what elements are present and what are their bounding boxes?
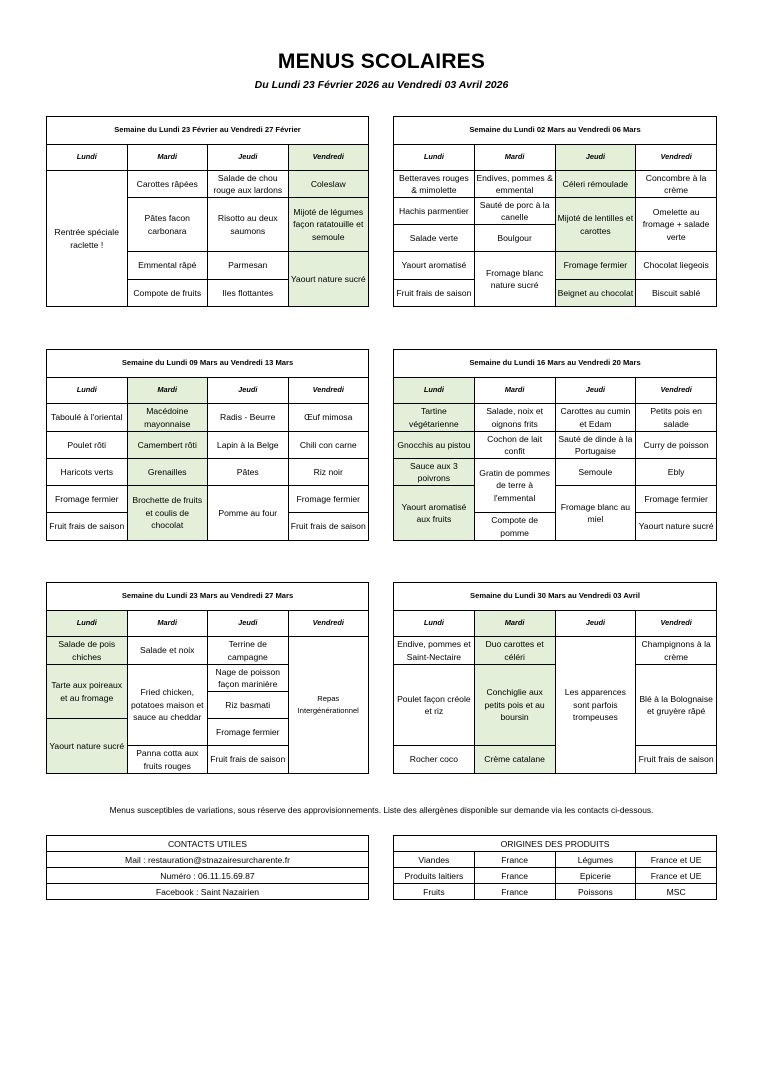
menu-item: Crème catalane — [474, 746, 555, 774]
menu-item: Fromage blanc au miel — [555, 486, 636, 541]
menu-item: Fromage fermier — [555, 252, 636, 280]
menu-item: Brochette de fruits et coulis de chocolat — [127, 486, 208, 541]
page-subtitle: Du Lundi 23 Février 2026 au Vendredi 03 Avril 2026 — [254, 79, 509, 91]
menu-item: Beignet au chocolat — [555, 280, 636, 307]
menu-item: Risotto au deux saumons — [208, 198, 289, 252]
week-header: Semaine du Lundi 16 Mars au Vendredi 20 Mars — [394, 350, 717, 378]
day-mardi: Mardi — [127, 611, 208, 637]
menu-item: Chili con carne — [288, 432, 369, 459]
origin-country: France et UE — [636, 852, 717, 868]
menu-item: Yaourt nature sucré — [636, 513, 717, 541]
menu-item: Fruit frais de saison — [636, 746, 717, 774]
origin-country: France — [474, 884, 555, 900]
menu-item: Œuf mimosa — [288, 404, 369, 432]
disclaimer-note: Menus susceptibles de variations, sous réserve des approvisionnements. Liste des allergènes disponible sur demande via les contacts ci-dessous. — [109, 805, 654, 815]
menu-item: Lapin à la Belge — [208, 432, 289, 459]
menu-item: Sauce aux 3 poivrons — [394, 459, 475, 486]
menu-item: Endive, pommes et Saint-Nectaire — [394, 637, 475, 665]
menu-item: Fruit frais de saison — [208, 746, 289, 774]
menu-item: Ebly — [636, 459, 717, 486]
menu-item: Fried chicken, potatoes maison et sauce au cheddar — [127, 665, 208, 746]
menu-item: Salade, noix et oignons frits — [474, 404, 555, 432]
day-jeudi: Jeudi — [208, 378, 289, 404]
week-header: Semaine du Lundi 23 Mars au Vendredi 27 Mars — [47, 583, 369, 611]
day-vendredi: Vendredi — [636, 611, 717, 637]
day-vendredi: Vendredi — [288, 611, 369, 637]
menu-item: Salade verte — [394, 225, 475, 252]
menu-item: Terrine de campagne — [208, 637, 289, 665]
menu-item: Sauté de dinde à la Portugaise — [555, 432, 636, 459]
menu-item: Camembert rôti — [127, 432, 208, 459]
menu-item: Semoule — [555, 459, 636, 486]
menu-item: Nage de poisson façon marinière — [208, 665, 289, 692]
day-vendredi: Vendredi — [288, 378, 369, 404]
menu-item: Yaourt aromatisé — [394, 252, 475, 280]
origin-country: France — [474, 852, 555, 868]
origin-product: Produits laitiers — [394, 868, 475, 884]
menu-item: Carottes au cumin et Edam — [555, 404, 636, 432]
menu-item: Chocolat liegeois — [636, 252, 717, 280]
menu-item: Endives, pommes & emmental — [474, 171, 555, 198]
menu-item: Petits pois en salade — [636, 404, 717, 432]
contacts-title: CONTACTS UTILES — [47, 836, 369, 852]
menu-item: Radis - Beurre — [208, 404, 289, 432]
menu-item: Fruit frais de saison — [288, 513, 369, 541]
menu-item: Emmental râpé — [127, 252, 208, 280]
day-lundi: Lundi — [394, 611, 475, 637]
menu-item: Riz noir — [288, 459, 369, 486]
origin-country: France et UE — [636, 868, 717, 884]
day-vendredi: Vendredi — [636, 378, 717, 404]
day-lundi: Lundi — [394, 145, 475, 171]
menu-item: Haricots verts — [47, 459, 128, 486]
contact-mail: Mail : restauration@stnazairesurcharente.fr — [47, 852, 369, 868]
menu-item: Salade de chou rouge aux lardons — [208, 171, 289, 198]
menu-item: Parmesan — [208, 252, 289, 280]
menu-item: Blé à la Bolognaise et gruyère râpé — [636, 665, 717, 746]
menu-item: Coleslaw — [288, 171, 369, 198]
menu-item: Yaourt aromatisé aux fruits — [394, 486, 475, 541]
menu-item: Boulgour — [474, 225, 555, 252]
week-header: Semaine du Lundi 23 Février au Vendredi 27 Février — [47, 117, 369, 145]
menu-item: Fromage fermier — [47, 486, 128, 513]
menu-item: Compote de pomme — [474, 513, 555, 541]
day-jeudi: Jeudi — [208, 145, 289, 171]
menu-item: Rentrée spéciale raclette ! — [47, 171, 128, 307]
menu-item: Riz basmati — [208, 692, 289, 719]
menu-item: Les apparences sont parfois trompeuses — [555, 637, 636, 774]
origin-product: Fruits — [394, 884, 475, 900]
contact-phone: Numéro : 06.11.15.69.87 — [47, 868, 369, 884]
menu-item: Duo carottes et céléri — [474, 637, 555, 665]
day-vendredi: Vendredi — [288, 145, 369, 171]
menu-item: Repas Intergénérationnel — [288, 637, 369, 774]
menu-item: Tartine végétarienne — [394, 404, 475, 432]
menu-item: Gnocchis au pistou — [394, 432, 475, 459]
menu-item: Tarte aux poireaux et au fromage — [47, 665, 128, 719]
contacts-table — [46, 835, 369, 900]
day-jeudi: Jeudi — [555, 378, 636, 404]
menu-item: Mijoté de légumes façon ratatouille et semoule — [288, 198, 369, 252]
origin-product: Légumes — [555, 852, 636, 868]
menu-item: Macédoine mayonnaise — [127, 404, 208, 432]
menu-item: Fruit frais de saison — [47, 513, 128, 541]
menu-item: Fromage fermier — [288, 486, 369, 513]
menu-item: Salade et noix — [127, 637, 208, 665]
menu-item: Pomme au four — [208, 486, 289, 541]
menu-item: Betteraves rouges & mimolette — [394, 171, 475, 198]
menu-item: Cochon de lait confit — [474, 432, 555, 459]
week-table-2 — [393, 116, 717, 307]
menu-item: Concombre à la crème — [636, 171, 717, 198]
menu-item: Fruit frais de saison — [394, 280, 475, 307]
menu-item: Iles flottantes — [208, 280, 289, 307]
menu-item: Carottes râpées — [127, 171, 208, 198]
origins-table — [393, 835, 717, 900]
day-jeudi: Jeudi — [555, 145, 636, 171]
menu-item: Biscuit sablé — [636, 280, 717, 307]
menu-item: Omelette au fromage + salade verte — [636, 198, 717, 252]
origins-title: ORIGINES DES PRODUITS — [394, 836, 717, 852]
menu-item: Poulet rôti — [47, 432, 128, 459]
menu-item: Salade de pois chiches — [47, 637, 128, 665]
day-lundi: Lundi — [394, 378, 475, 404]
menu-item: Rocher coco — [394, 746, 475, 774]
menu-item: Gratin de pommes de terre à l'emmental — [474, 459, 555, 513]
day-mardi: Mardi — [474, 611, 555, 637]
day-mardi: Mardi — [127, 378, 208, 404]
menu-item: Fromage blanc nature sucré — [474, 252, 555, 307]
menu-item: Hachis parmentier — [394, 198, 475, 225]
week-header: Semaine du Lundi 30 Mars au Vendredi 03 Avril — [394, 583, 717, 611]
day-jeudi: Jeudi — [208, 611, 289, 637]
origin-country: MSC — [636, 884, 717, 900]
menu-item: Céleri rémoulade — [555, 171, 636, 198]
menu-item: Grenailles — [127, 459, 208, 486]
menu-item: Pâtes facon carbonara — [127, 198, 208, 252]
menu-item: Poulet façon créole et riz — [394, 665, 475, 746]
day-lundi: Lundi — [47, 145, 128, 171]
contact-facebook: Facebook : Saint Nazairien — [47, 884, 369, 900]
origin-country: France — [474, 868, 555, 884]
day-vendredi: Vendredi — [636, 145, 717, 171]
week-header: Semaine du Lundi 09 Mars au Vendredi 13 Mars — [47, 350, 369, 378]
menu-item: Sauté de porc à la canelle — [474, 198, 555, 225]
menu-item: Yaourt nature sucré — [47, 719, 128, 774]
menu-item: Pâtes — [208, 459, 289, 486]
menu-item: Champignons à la crème — [636, 637, 717, 665]
menu-item: Fromage fermier — [636, 486, 717, 513]
origin-product: Epicerie — [555, 868, 636, 884]
menu-item: Compote de fruits — [127, 280, 208, 307]
week-table-6 — [393, 582, 717, 774]
menu-item: Fromage fermier — [208, 719, 289, 746]
menu-item: Conchiglie aux petits pois et au boursin — [474, 665, 555, 746]
day-lundi: Lundi — [47, 611, 128, 637]
week-table-5 — [46, 582, 369, 774]
week-header: Semaine du Lundi 02 Mars au Vendredi 06 Mars — [394, 117, 717, 145]
day-mardi: Mardi — [474, 145, 555, 171]
week-table-4 — [393, 349, 717, 541]
menu-item: Yaourt nature sucré — [288, 252, 369, 307]
week-table-3 — [46, 349, 369, 541]
page-title: MENUS SCOLAIRES — [277, 50, 486, 73]
origin-product: Viandes — [394, 852, 475, 868]
week-table-1 — [46, 116, 369, 307]
day-jeudi: Jeudi — [555, 611, 636, 637]
day-lundi: Lundi — [47, 378, 128, 404]
menu-item: Taboulé à l'oriental — [47, 404, 128, 432]
menu-item: Curry de poisson — [636, 432, 717, 459]
day-mardi: Mardi — [127, 145, 208, 171]
origin-product: Poissons — [555, 884, 636, 900]
menu-item: Panna cotta aux fruits rouges — [127, 746, 208, 774]
day-mardi: Mardi — [474, 378, 555, 404]
menu-item: Mijoté de lentilles et carottes — [555, 198, 636, 252]
